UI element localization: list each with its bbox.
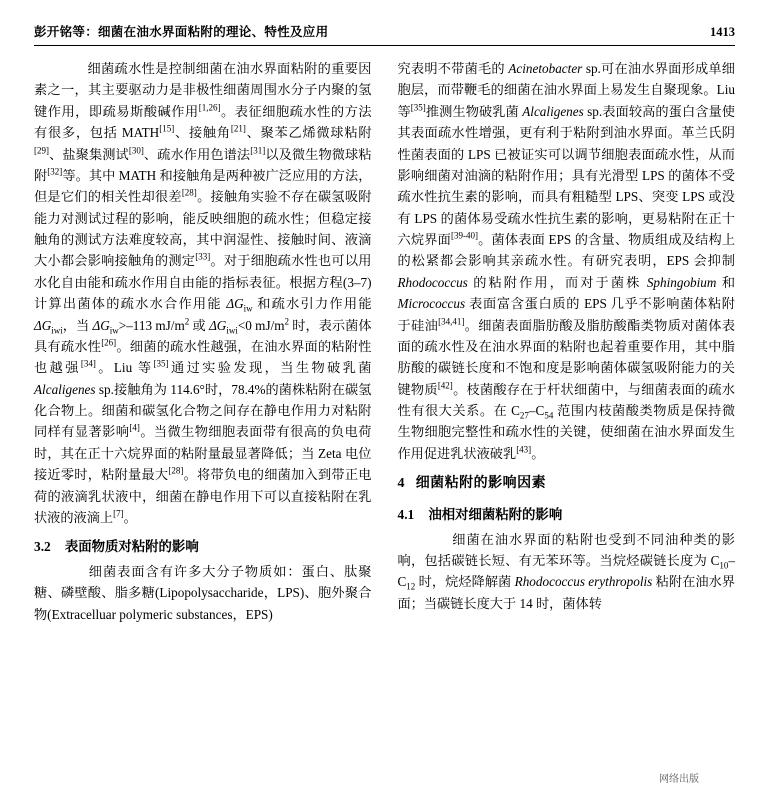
paragraph-hydrophobicity: 细菌疏水性是控制细菌在油水界面粘附的重要因素之一，其主要驱动力是非极性细菌周围水分子内聚的氢键作用，即疏易斯酸碱作用[1,26]。表征细胞疏水性的方法有很多，包括 MATH[15]、接触角[21]、聚苯乙烯微球粘附[29]、盐聚集测试[30]、疏水作用色谱法[31]以及微生物微球粘附[32]等。其中 MATH 和接触角是两种被广泛应用的方法，但是它们的相关性却很差[28]。接触角实验不存在碳氢吸附能力对测试过程的影响，能反映细胞的疏水性；但稳定接触角的测试方法难度较高，其中润湿性、接触时间、液滴大小都会影响接触角的测定[33]。对于细胞疏水性也可以用水化自由能和疏水作用自由能的指标表征。根据方程(3–7)计算出菌体的疏水水合作用能 $\Delta G_{iw}$ 和疏水引力作用能 $\Delta G_{iwi}$，当 $\Delta G_{iw}>-113$ $mJ/m^2$ 或 $\Delta G_{iwi}<0$ $mJ/m^2$ 时，表示菌体具有疏水性[26]。细菌的疏水性越强，在油水界面的粘附性也越强[34]。Liu 等[35]通过实验发现，当生物破乳菌 Alcaligenes sp.接触角为 114.6°时，78.4%的菌株粘附在碳氢化合物上。细菌和碳氢化合物之间存在静电作用力对粘附同样有显著影响[4]。当微生物细胞表面带有很高的负电荷时，其在正十六烷界面的粘附量最显著降低；当 Zeta 电位接近零时，粘附量最大[28]。将带负电的细菌加入到带正电荷的液滴乳状液中，细菌在静电作用下可以直接粘附在乳状液的液滴上[7]。 [34, 61, 372, 525]
section-heading-4-1 [398, 504, 736, 526]
running-head [34, 22, 735, 44]
section-title: 细菌粘附的影响因素 [415, 476, 547, 492]
subsection-number: 4.1 [397, 506, 415, 522]
section-title: 表面物质对粘附的影响 [64, 539, 199, 555]
section-number: 3.2 [34, 539, 51, 555]
subsection-title: 油相对细菌粘附的影响 [428, 506, 563, 522]
section-heading-3-2 [34, 536, 372, 558]
paragraph-oil-phase-effect: 细菌在油水界面的粘附也受到不同油种类的影响，包括碳链长短、有无苯环等。当烷烃碳链长度为 $C_{10}-C_{12}$ 时，烷烃降解菌 Rhodococcus erythropolis 粘附在油水界面；当碳链长度大于 14 时，菌体转 [397, 531, 736, 611]
running-title: 彭开铭等：细菌在油水界面粘附的理论、特性及应用 [34, 25, 329, 39]
section-heading-4 [398, 473, 736, 496]
header-rule [34, 45, 735, 46]
left-column [34, 58, 372, 790]
paragraph-surface-substances: 细菌表面含有许多大分子物质如：蛋白、肽聚糖、磷壁酸、脂多糖(Lipopolysaccharide，LPS)、胞外聚合物(Extracelluar polymeric substances，EPS) [34, 563, 372, 622]
section-number: 4 [397, 476, 405, 492]
two-column-body [34, 58, 735, 790]
page-edge-mark: 网络出版 [659, 773, 699, 785]
right-column [398, 58, 736, 790]
page-number: 1413 [710, 25, 735, 39]
paragraph-continued-lps-eps: 究表明不带菌毛的 Acinetobacter sp.可在油水界面形成单细胞层，而带鞭毛的细菌在油水界面上易发生自聚现象。Liu 等[35]推测生物破乳菌 Alcaligenes sp.表面较高的蛋白含量使其表面疏水性增强，更有利于粘附到油水界面。革兰氏阴性菌表面的 LPS 已被证实可以调节细胞表面疏水性，从而影响细菌对油滴的粘附作用；具有光滑型 LPS 的菌体不受疏水性抗生素的影响，而具有粗糙型 LPS、突变 LPS 或没有 LPS 的菌体易受疏水性抗生素的影响，更易粘附在正十六烷界面[39-40]。菌体表面 EPS 的含量、物质组成及结构上的松紧都会影响其亲疏水性。有研究表明，EPS 会抑制 Rhodococcus 的粘附作用，而对于菌株 Sphingobium 和 Micrococcus 表面富含蛋白质的 EPS 几乎不影响菌体粘附于硅油[34,41]。细菌表面脂肪酸及脂肪酸酯类物质对菌体表面的疏水性及在油水界面的粘附也起着重要作用，其中脂肪酸的碳链长度和不饱和度是影响菌体碳氢吸附能力的关键物质[42]。枝菌酸存在于杆状细菌中，与细菌表面的疏水性有很大关系。在 $C_{27}-C_{54}$ 范围内枝菌酸类物质是保持微生物细胞完整性和疏水性的关键，使细菌在油水界面发生作用促进乳状液破乳[43]。 [397, 61, 736, 461]
